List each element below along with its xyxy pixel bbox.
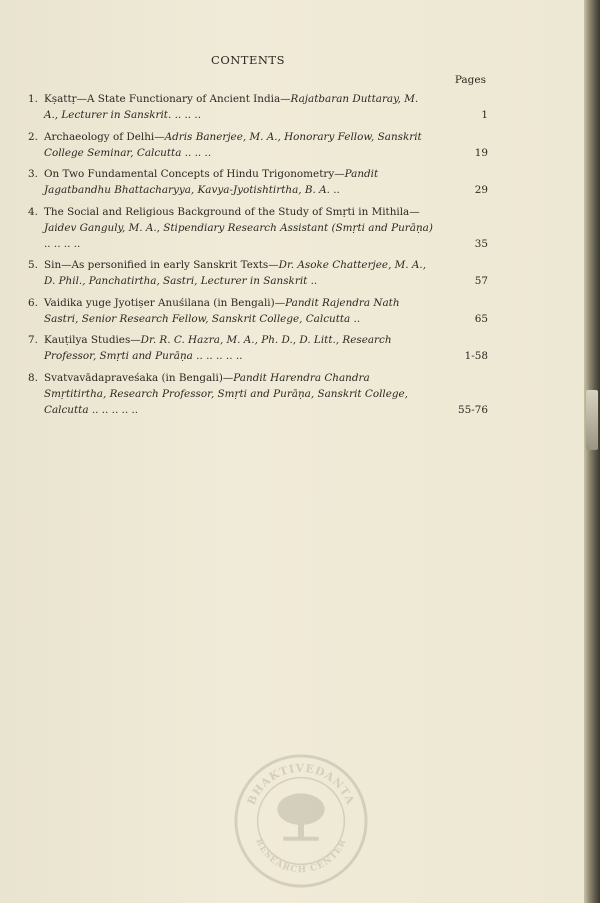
entry-number: 8. (28, 371, 38, 384)
entry-leader-dots: .. (307, 275, 318, 287)
entry-leader-dots: .. (350, 312, 361, 325)
pages-column-heading: Pages (454, 74, 486, 86)
entry-leader-dots: .. (329, 184, 340, 196)
contents-entry (28, 257, 488, 289)
entry-page-number: 35 (474, 237, 488, 250)
contents-entry (28, 332, 488, 364)
entry-leader-dots: .. .. .. (171, 109, 201, 121)
contents-title: CONTENTS (211, 53, 285, 67)
entry-number: 7. (28, 334, 38, 346)
page-edge-shadow (584, 0, 600, 903)
entry-text (44, 295, 434, 327)
entry-title: Kauṭilya Studies— (44, 334, 141, 346)
entry-page-number: 1 (481, 109, 488, 121)
entry-text (44, 91, 434, 123)
tree-icon (277, 793, 324, 840)
contents-entry (28, 91, 488, 123)
entry-title: Sin—As personified in early Sanskrit Texts— (44, 259, 279, 271)
entry-page-number: 57 (474, 275, 488, 287)
entry-number: 6. (28, 296, 38, 309)
entry-title: On Two Fundamental Concepts of Hindu Trigonometry— (44, 168, 345, 180)
library-seal-watermark (232, 752, 370, 890)
page-edge-tab (586, 390, 598, 450)
entry-number: 2. (28, 130, 38, 143)
entry-text (44, 257, 434, 289)
entry-page-number: 55-76 (458, 403, 488, 416)
entry-title: The Social and Religious Background of the Study of Smṛti in Mithila— (44, 205, 420, 218)
entry-number: 3. (28, 168, 38, 180)
seal-bottom-text: RESEARCH CENTER (253, 837, 349, 876)
entry-text (44, 204, 434, 252)
entry-text (44, 332, 434, 364)
contents-entry (28, 295, 488, 327)
entry-title: Svatvavādapraveśaka (in Bengali)— (44, 371, 234, 384)
entry-number: 5. (28, 259, 38, 271)
seal-top-text: BHAKTIVEDANTA (244, 761, 358, 807)
entry-page-number: 19 (474, 146, 488, 159)
entry-leader-dots: .. .. .. (181, 146, 212, 159)
entry-author: Pandit Rajendra Nath Sastri, Senior Research Fellow, Sanskrit College, Calcutta (44, 296, 400, 325)
entry-number: 4. (28, 205, 38, 218)
entry-author: Pandit Harendra Chandra Smṛtitirtha, Research Professor, Smṛti and Purāṇa, Sanskrit College, Calcutta (44, 371, 408, 416)
entry-text (44, 129, 434, 161)
svg-text:RESEARCH CENTER (253, 837, 348, 875)
entry-leader-dots: .. .. .. .. .. (88, 403, 139, 416)
entry-text (44, 370, 434, 418)
entry-author: Rajatbaran Duttaray, M. A., Lecturer in Sanskrit. (44, 93, 419, 121)
entry-leader-dots: .. .. .. .. .. (192, 350, 243, 362)
entry-page-number: 29 (474, 184, 488, 196)
entry-title: Kṣattṛ—A State Functionary of Ancient India— (44, 93, 291, 105)
contents-entry (28, 129, 488, 161)
contents-entry (28, 166, 488, 198)
contents-entry (28, 370, 488, 418)
entry-text (44, 166, 434, 198)
entry-title: Vaidika yuge Jyotiṣer Anuśilana (in Bengali)— (44, 296, 286, 309)
entry-author: Dr. Asoke Chatterjee, M. A., D. Phil., Panchatirtha, Sastri, Lecturer in Sanskrit (44, 259, 427, 287)
entry-author: Adris Banerjee, M. A., Honorary Fellow, Sanskrit College Seminar, Calcutta (44, 130, 422, 159)
entry-author: Dr. R. C. Hazra, M. A., Ph. D., D. Litt., Research Professor, Smṛti and Purāṇa (44, 334, 392, 362)
entry-author: Jaidev Ganguly, M. A., Stipendiary Research Assistant (Smṛti and Purāṇa) (44, 221, 433, 234)
entry-page-number: 65 (474, 312, 488, 325)
entry-leader-dots: .. .. .. .. (44, 237, 81, 250)
entry-page-number: 1-58 (464, 350, 488, 362)
contents-list (28, 91, 488, 423)
entry-author: Pandit Jagatbandhu Bhattacharyya, Kavya-Jyotishtirtha, B. A. (44, 168, 379, 196)
contents-entry (28, 204, 488, 252)
entry-title: Archaeology of Delhi— (44, 130, 165, 143)
entry-number: 1. (28, 93, 38, 105)
